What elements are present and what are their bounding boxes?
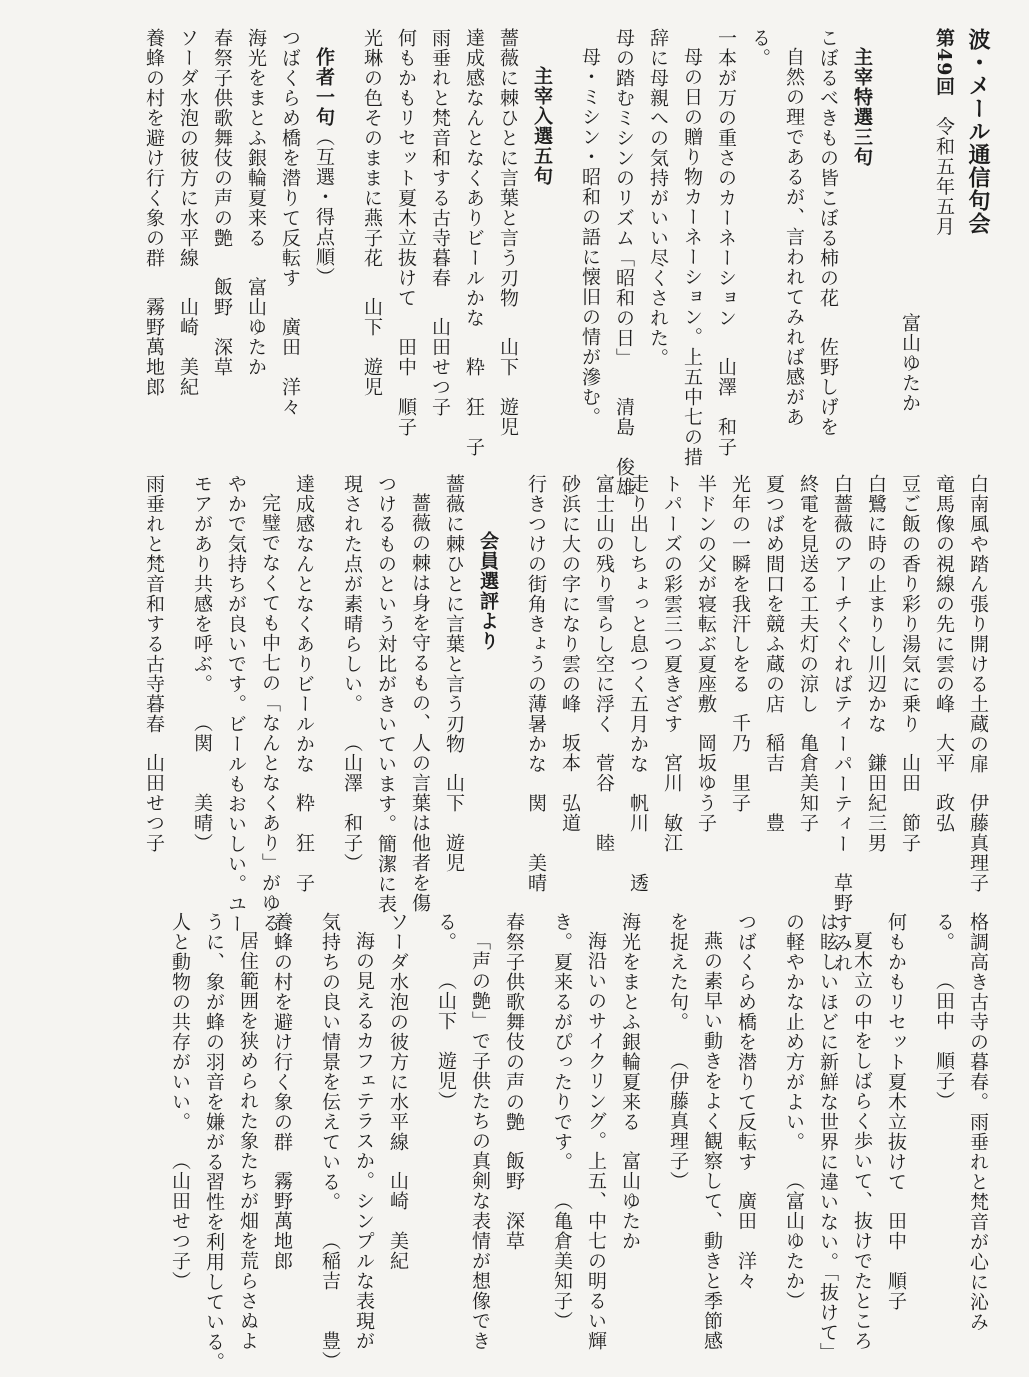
comment-line: やかで気持ちが良いです。ビールもおいしい。ユー xyxy=(225,474,247,934)
haiku-author: 山田せつ子 xyxy=(429,316,451,417)
haiku-text: 豆ご飯の香り彩り湯気に乗り xyxy=(899,474,921,734)
comment-line: 自然の理であるが、言われてみれば感があ xyxy=(783,47,805,427)
comment-line: 母・ミシン・昭和の語に懐旧の情が滲む。 xyxy=(579,47,601,427)
page-title: 波・メール通信句会 xyxy=(965,28,991,235)
haiku-line xyxy=(607,28,641,497)
haiku-author: 山崎 美紀 xyxy=(177,296,199,397)
haiku-author: 大平 政弘 xyxy=(933,733,955,833)
haiku-text: 行きつけの街角きょうの薄暑かな xyxy=(525,474,547,774)
comment-line: 辞に母親への気持がいい尽くされた。 xyxy=(647,28,669,368)
comment-text: の軽やかな止め方がよい。 xyxy=(783,912,805,1152)
reviewer: （関 美晴） xyxy=(191,713,213,853)
haiku-text: 何もかもリセット夏木立抜けて xyxy=(885,912,907,1192)
haiku-text: 砂浜に大の字になり雲の峰 xyxy=(559,474,581,714)
haiku-author: 田中 順子 xyxy=(885,1211,907,1311)
haiku-author: 佐野しげを xyxy=(817,336,839,437)
reviewer: （山澤 和子） xyxy=(341,733,363,873)
comment-text: を捉えた句。 xyxy=(667,912,689,1032)
author-picks-note: （互選・得点順） xyxy=(313,127,335,287)
comment-text: 気持ちの良い情景を伝えている。 xyxy=(319,912,341,1212)
haiku-author: 伊藤真理子 xyxy=(967,793,989,893)
haiku-author: 草野すみれ xyxy=(831,873,853,973)
haiku-line xyxy=(205,28,239,446)
haiku-author: 廣田 洋々 xyxy=(735,1191,757,1291)
haiku-text: 白南風や踏ん張り開ける土蔵の扉 xyxy=(967,474,989,774)
comment-line: 燕の素早い動きをよく観察して、動きと季節感 xyxy=(701,931,723,1351)
comment-text: き。夏来るがぴったりです。 xyxy=(551,912,573,1172)
haiku-text: 光年の一瞬を我汗しをる xyxy=(729,474,751,694)
haiku-line xyxy=(893,474,927,882)
author-picks-heading xyxy=(307,28,341,446)
haiku-text: 一本が万の重さのカーネーション xyxy=(715,28,737,328)
haiku-text: ソーダ水泡の彼方に水平線 xyxy=(177,28,199,268)
haiku-author: 帆川 透 xyxy=(627,793,649,893)
selected-heading: 主宰入選五句 xyxy=(531,66,553,186)
haiku-line xyxy=(137,474,171,882)
haiku-line xyxy=(927,474,961,882)
haiku-author: 山下 遊児 xyxy=(443,773,465,873)
haiku-line xyxy=(729,912,763,1322)
comment-line xyxy=(313,912,347,1371)
haiku-text: 薔薇に棘ひとに言葉と言う刃物 xyxy=(443,474,465,754)
comment-line xyxy=(335,474,369,882)
comment-text: モアがあり共感を呼ぶ。 xyxy=(191,474,213,694)
haiku-author: 鎌田紀三男 xyxy=(865,753,887,853)
haiku-text: 光琳の色そのままに燕子花 xyxy=(361,28,383,268)
comment-line xyxy=(777,912,811,1322)
haiku-text: 達成感なんとなくありビールかな xyxy=(293,474,315,774)
haiku-line xyxy=(689,474,723,882)
haiku-line xyxy=(553,474,587,882)
reviewer: （稲吉 豊） xyxy=(319,1231,341,1371)
haiku-line xyxy=(355,28,389,446)
haiku-text: こぼるべきもの皆こぼる柿の花 xyxy=(817,28,839,308)
haiku-line xyxy=(791,474,825,882)
comment-line xyxy=(185,474,219,882)
haiku-author: 富山ゆたか xyxy=(245,276,267,377)
comment-line: る。 xyxy=(749,28,771,68)
reviewer: （山下 遊児） xyxy=(435,971,457,1111)
haiku-line xyxy=(273,28,307,446)
reviewer: （山田せつ子） xyxy=(169,1151,191,1291)
haiku-text: 養蜂の村を避け行く象の群 xyxy=(271,912,293,1152)
haiku-author: 清島 俊雄 xyxy=(613,396,635,497)
comment-text: る。 xyxy=(435,912,457,952)
haiku-text: 雨垂れと梵音和する古寺暮春 xyxy=(143,474,165,734)
haiku-line xyxy=(723,474,757,882)
haiku-line xyxy=(137,28,171,446)
haiku-line xyxy=(613,912,647,1322)
haiku-text: つばくらめ橋を潜りて反転す xyxy=(279,28,301,288)
special-heading: 主宰特選三句 xyxy=(851,47,873,167)
comment-line: うに、象が蜂の羽音を嫌がる習性を利用している。 xyxy=(203,912,225,1372)
haiku-line xyxy=(519,474,553,893)
haiku-author: 千乃 里子 xyxy=(729,713,751,813)
haiku-text: 半ドンの父が寝転ぶ夏座敷 xyxy=(695,474,717,714)
haiku-author: 坂本 弘道 xyxy=(559,733,581,833)
reviewer: （田中 順子） xyxy=(933,971,955,1111)
haiku-author: 富山ゆたか xyxy=(619,1151,641,1251)
haiku-line xyxy=(437,474,471,882)
haiku-text: 何もかもリセット夏木立抜けて xyxy=(395,28,417,308)
haiku-text: 白鷺に時の止まりし川辺かな xyxy=(865,474,887,734)
haiku-author: 廣田 洋々 xyxy=(279,316,301,417)
haiku-author: 山崎 美紀 xyxy=(387,1171,409,1271)
tier-bottom xyxy=(40,912,995,1372)
haiku-line xyxy=(423,28,457,446)
haiku-author: 霧野萬地郎 xyxy=(143,296,165,397)
comment-line xyxy=(163,912,197,1322)
editor-line xyxy=(893,28,927,446)
haiku-line xyxy=(757,474,791,882)
haiku-author: 山澤 和子 xyxy=(715,356,737,457)
comment-line: 海の見えるカフェテラスか。シンプルな表現が xyxy=(353,931,375,1351)
haiku-text: 走り出しちょっと息つく五月かな xyxy=(627,474,649,774)
comment-line xyxy=(429,912,463,1322)
haiku-line xyxy=(811,28,845,446)
comment-line: 海沿いのサイクリング。上五、中七の明るい輝 xyxy=(585,931,607,1351)
reviewer: （亀倉美知子） xyxy=(551,1191,573,1331)
haiku-text: 夏つばめ間口を競ふ蔵の店 xyxy=(763,474,785,714)
haiku-author: 粋 狂 子 xyxy=(463,356,485,457)
comment-line xyxy=(545,912,579,1331)
comment-line: 母の日の贈り物カーネーション。上五中七の措 xyxy=(681,47,703,467)
haiku-author: 飯野 深草 xyxy=(503,1151,525,1251)
issue-line xyxy=(927,28,961,446)
comment-line: つけるものという対比がきいています。簡潔に表 xyxy=(375,474,397,914)
comment-line: 夏木立の中をしばらく歩いて、抜けでたところ xyxy=(851,931,873,1351)
comment-line: 薔薇の棘は身を守るもの、人の言葉は他者を傷 xyxy=(409,493,431,913)
haiku-text: 海光をまとふ銀輪夏来る xyxy=(619,912,641,1132)
haiku-author: 霧野萬地郎 xyxy=(271,1171,293,1271)
haiku-line xyxy=(171,28,205,446)
haiku-line xyxy=(381,912,415,1322)
haiku-text: つばくらめ橋を潜りて反転す xyxy=(735,912,757,1172)
comment-line: 完璧でなくても中七の「なんとなくあり」がゆる xyxy=(259,493,281,933)
haiku-author: 飯野 深草 xyxy=(211,276,233,377)
haiku-text: 春祭子供歌舞伎の声の艶 xyxy=(211,28,233,248)
comment-line: 「声の艶」で子供たちの真剣な表情が想像でき xyxy=(469,931,491,1351)
haiku-author: 関 美晴 xyxy=(525,793,547,893)
haiku-text: 達成感なんとなくありビールかな xyxy=(463,28,485,328)
haiku-author: 岡坂ゆう子 xyxy=(695,733,717,833)
haiku-author: 菅谷 睦 xyxy=(593,753,615,853)
comment-text: 人と動物の共存がいい。 xyxy=(169,912,191,1132)
haiku-author: 山下 遊児 xyxy=(497,336,519,437)
haiku-line xyxy=(389,28,423,446)
haiku-line xyxy=(879,912,913,1322)
haiku-line xyxy=(961,474,995,893)
haiku-author: 山田せつ子 xyxy=(143,753,165,853)
haiku-author: 亀倉美知子 xyxy=(797,733,819,833)
haiku-line xyxy=(265,912,299,1322)
comment-text: 現された点が素晴らしい。 xyxy=(341,474,363,714)
haiku-author: 田中 順子 xyxy=(395,336,417,437)
haiku-author: 山下 遊児 xyxy=(361,296,383,397)
haiku-line xyxy=(655,474,689,882)
haiku-line xyxy=(287,474,321,893)
comment-text: る。 xyxy=(933,912,955,952)
haiku-text: ソーダ水泡の彼方に水平線 xyxy=(387,912,409,1152)
haiku-text: 母の踏むミシンのリズム「昭和の日」 xyxy=(613,28,635,368)
author-picks-title: 作者一句 xyxy=(313,47,335,127)
haiku-text: 養蜂の村を避け行く象の群 xyxy=(143,28,165,268)
haiku-author: 稲吉 豊 xyxy=(763,733,785,833)
haiku-text: 白薔薇のアーチくぐればティーパーティー xyxy=(831,474,853,854)
reviews-heading: 会員選評より xyxy=(477,531,499,651)
haiku-line xyxy=(709,28,743,457)
haiku-line xyxy=(859,474,893,882)
comment-line: 格調高き古寺の暮春。雨垂れと梵音が心に沁み xyxy=(967,912,989,1332)
haiku-text: 終電を見送る工夫灯の涼し xyxy=(797,474,819,714)
haiku-line xyxy=(491,28,525,446)
haiku-text: 春祭子供歌舞伎の声の艶 xyxy=(503,912,525,1132)
tier-top xyxy=(40,28,995,497)
editor-name: 富山ゆたか xyxy=(899,313,921,413)
haiku-text: 富士山の残り雪らし空に浮く xyxy=(593,474,615,734)
haiku-author: 粋 狂 子 xyxy=(293,793,315,893)
haiku-text: 薔薇に棘ひとに言葉と言う刃物 xyxy=(497,28,519,308)
haiku-line xyxy=(497,912,531,1322)
haiku-line xyxy=(239,28,273,446)
comment-line: は眩しいほどに新鮮な世界に違いない。「抜けて」 xyxy=(817,912,839,1363)
haiku-line xyxy=(825,474,859,973)
comment-line xyxy=(661,912,695,1322)
issue-number: 第49回 xyxy=(933,28,955,97)
haiku-text: 海光をまとふ銀輪夏来る xyxy=(245,28,267,248)
haiku-author: 宮川 敏江 xyxy=(661,753,683,853)
haiku-text: 雨垂れと梵音和する古寺暮春 xyxy=(429,28,451,288)
haiku-line xyxy=(457,28,491,457)
haiku-text: 竜馬像の視線の先に雲の峰 xyxy=(933,474,955,714)
haiku-line xyxy=(587,474,621,882)
haiku-line xyxy=(621,474,655,893)
comment-line xyxy=(927,912,961,1322)
haiku-author: 山田 節子 xyxy=(899,753,921,853)
comment-line: 居住範囲を狭められた象たちが畑を荒らさぬよ xyxy=(237,931,259,1351)
issue-date: 令和五年五月 xyxy=(933,116,955,237)
reviewer: （伊藤真理子） xyxy=(667,1051,689,1191)
reviewer: （富山ゆたか） xyxy=(783,1171,805,1311)
haiku-text: トパーズの彩雲三つ夏きざす xyxy=(661,474,683,734)
